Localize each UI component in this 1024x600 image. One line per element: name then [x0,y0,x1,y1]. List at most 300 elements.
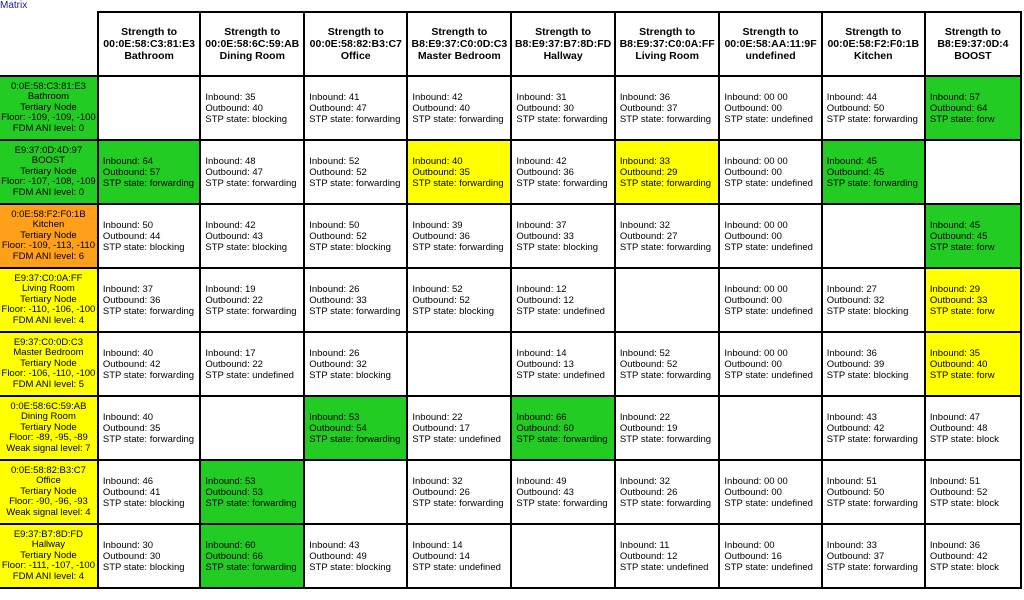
row-header-line: Weak signal level: 7 [6,442,91,454]
column-header-line1: Strength to [121,26,178,38]
inbound-value: Inbound: 66 [516,411,567,423]
stp-value: STP state: forwarding [826,177,918,189]
column-header-line1: Strength to [535,26,592,38]
row-header-text [6,466,90,519]
strength-cell [719,140,821,204]
inbound-value: Inbound: 51 [826,475,877,487]
outbound-value: Outbound: 33 [516,230,574,242]
row-header-line: E9:37:0D:4D:97 [14,144,83,156]
stp-value: STP state: forwarding [516,433,608,445]
outbound-value: Outbound: 13 [516,358,574,370]
strength-cell [615,396,720,460]
strength-cell [407,204,511,268]
table-row [0,460,1021,524]
outbound-value: Outbound: 14 [412,550,470,562]
inbound-value: Inbound: 48 [205,155,256,167]
outbound-value: Outbound: 27 [619,230,678,242]
outbound-value: Outbound: 37 [619,102,678,114]
inbound-value: Inbound: 27 [826,283,877,295]
outbound-value: Outbound: 60 [516,422,574,434]
outbound-value: Outbound: 00 [724,486,782,498]
stp-value: STP state: forw [929,241,995,253]
row-header-line: Tertiary Node [20,165,77,177]
outbound-value: Outbound: 43 [205,230,263,242]
row-header [0,204,98,268]
inbound-value: Inbound: 36 [826,347,877,359]
row-header [0,76,98,140]
outbound-value: Outbound: 45 [929,230,988,242]
row-header-line: E9:37:C0:0A:FF [14,272,83,284]
column-header [925,12,1021,76]
strength-cell [822,140,925,204]
column-header [719,12,821,76]
strength-cell [98,204,200,268]
strength-cell [511,76,615,140]
row-header [0,524,98,588]
empty-cell [98,76,200,140]
strength-cell [822,76,925,140]
inbound-value: Inbound: 29 [929,283,981,295]
strength-cell [719,332,821,396]
strength-cell [98,396,200,460]
stp-value: STP state: blocking [309,241,391,253]
outbound-value: Outbound: 36 [516,166,574,178]
outbound-value: Outbound: 00 [724,102,782,114]
stp-value: STP state: forwarding [826,113,918,125]
row-header-line: Floor: -111, -107, -100 [1,560,95,572]
stp-value: STP state: undefined [516,369,605,381]
strength-cell [925,76,1021,140]
outbound-value: Outbound: 57 [102,166,161,178]
outbound-value: Outbound: 41 [102,486,161,498]
strength-cell [304,76,407,140]
stp-value: STP state: blocking [826,305,909,317]
strength-cell [304,396,407,460]
inbound-value: Inbound: 36 [619,91,671,103]
row-header-line: 0:0E:58:82:B3:C7 [10,464,86,476]
row-header-line: 0:0E:58:C3:81:E3 [10,80,86,92]
row-header-line: Tertiary Node [20,101,77,113]
stp-value: STP state: forwarding [102,369,195,381]
strength-cell [822,460,925,524]
strength-cell [615,140,720,204]
row-header-text [1,146,96,199]
strength-cell [98,140,200,204]
strength-cell [407,76,511,140]
row-header-line: Tertiary Node [20,293,77,305]
empty-cell [200,396,304,460]
inbound-value: Inbound: 47 [929,411,981,423]
column-header-line3: Dining Room [219,50,285,62]
stp-value: STP state: forwarding [412,241,504,253]
stp-value: STP state: forwarding [309,177,401,189]
column-header-line3: Office [340,50,371,62]
outbound-value: Outbound: 00 [724,294,782,306]
outbound-value: Outbound: 19 [619,422,678,434]
column-header-line3: Bathroom [124,50,174,62]
outbound-value: Outbound: 39 [826,358,885,370]
outbound-value: Outbound: 00 [724,166,782,178]
outbound-value: Outbound: 42 [929,550,988,562]
row-header-line: Tertiary Node [20,229,77,241]
inbound-value: Inbound: 50 [102,219,154,231]
outbound-value: Outbound: 54 [309,422,367,434]
row-header-line: Floor: -110, -106, -100 [1,304,96,316]
outbound-value: Outbound: 36 [102,294,161,306]
stp-value: STP state: forwarding [309,305,401,317]
stp-value: STP state: forwarding [826,497,918,509]
inbound-value: Inbound: 00 [724,539,775,551]
stp-value: STP state: blocking [309,369,391,381]
row-header-line: Bathroom [27,91,70,103]
stp-value: STP state: forwarding [205,561,297,573]
strength-cell [511,204,615,268]
stp-value: STP state: blocking [102,497,185,509]
inbound-value: Inbound: 00 00 [724,347,788,359]
stp-value: STP state: undefined [412,561,501,573]
inbound-value: Inbound: 26 [309,347,360,359]
inbound-value: Inbound: 35 [205,91,256,103]
outbound-value: Outbound: 22 [205,294,263,306]
strength-cell [822,396,925,460]
strength-cell [615,204,720,268]
matrix-body [0,76,1021,588]
strength-cell [719,268,821,332]
outbound-value: Outbound: 50 [826,102,885,114]
row-header-line: FDM ANI level: 0 [12,122,85,134]
strength-cell [200,460,304,524]
outbound-value: Outbound: 53 [205,486,263,498]
inbound-value: Inbound: 52 [619,347,671,359]
strength-cell [407,524,511,588]
inbound-value: Inbound: 53 [309,411,360,423]
outbound-value: Outbound: 40 [412,102,470,114]
stp-value: STP state: forwarding [412,177,504,189]
row-header-line: Weak signal level: 4 [6,506,91,518]
stp-value: STP state: undefined [724,241,813,253]
stp-value: STP state: forwarding [619,113,712,125]
inbound-value: Inbound: 52 [309,155,360,167]
column-header-line1: Strength to [944,26,1001,38]
strength-cell [925,396,1021,460]
row-header-line: BOOST [31,155,66,167]
inbound-value: Inbound: 53 [205,475,256,487]
stp-value: STP state: undefined [724,561,813,573]
row-header-line: FDM ANI level: 5 [12,378,85,390]
stp-value: STP state: undefined [619,561,709,573]
stp-value: STP state: blocking [412,305,495,317]
stp-value: STP state: forwarding [205,497,297,509]
outbound-value: Outbound: 47 [205,166,263,178]
row-header-line: FDM ANI level: 0 [12,186,85,198]
strength-cell [200,524,304,588]
outbound-value: Outbound: 35 [412,166,470,178]
column-header [615,12,720,76]
table-row [0,76,1021,140]
strength-cell [925,268,1021,332]
inbound-value: Inbound: 22 [619,411,671,423]
outbound-value: Outbound: 50 [826,486,885,498]
inbound-value: Inbound: 19 [205,283,256,295]
outbound-value: Outbound: 52 [309,166,367,178]
stp-value: STP state: undefined [205,369,294,381]
stp-value: STP state: forwarding [619,369,712,381]
empty-cell [407,332,511,396]
row-header [0,460,98,524]
strength-cell [407,140,511,204]
row-header-line: Office [36,475,61,487]
strength-cell [200,268,304,332]
inbound-value: Inbound: 42 [412,91,463,103]
strength-cell [407,460,511,524]
column-header-line2: 00:0E:58:AA:11:9F [724,38,817,50]
column-header [98,12,200,76]
outbound-value: Outbound: 29 [619,166,678,178]
outbound-value: Outbound: 30 [102,550,161,562]
column-header-line3: Master Bedroom [417,50,501,62]
row-header-line: Tertiary Node [20,485,77,497]
inbound-value: Inbound: 00 00 [724,219,788,231]
stp-value: STP state: forwarding [309,433,401,445]
inbound-value: Inbound: 12 [516,283,567,295]
strength-cell [925,460,1021,524]
inbound-value: Inbound: 36 [929,539,981,551]
stp-value: STP state: forwarding [516,497,608,509]
row-header-line: 0:0E:58:F2:F0:1B [11,208,86,220]
row-header-text [2,530,95,583]
stp-value: STP state: undefined [724,497,813,509]
stp-value: STP state: block [929,433,999,445]
stp-value: STP state: forwarding [619,177,712,189]
column-header-line2: B8:E9:37:0D:4 [937,38,1009,50]
outbound-value: Outbound: 40 [205,102,263,114]
empty-cell [925,140,1021,204]
outbound-value: Outbound: 45 [826,166,885,178]
inbound-value: Inbound: 41 [309,91,360,103]
strength-cell [200,76,304,140]
row-header-line: Floor: -109, -113, -110 [1,240,95,252]
stp-value: STP state: blocking [516,241,599,253]
strength-cell [719,76,821,140]
stp-value: STP state: block [929,561,999,573]
stp-value: STP state: undefined [724,305,813,317]
inbound-value: Inbound: 51 [929,475,981,487]
row-header-line: Dining Room [20,411,76,423]
stp-value: STP state: blocking [826,369,909,381]
stp-value: STP state: undefined [412,433,501,445]
inbound-value: Inbound: 43 [309,539,360,551]
empty-cell [511,524,615,588]
column-header-line2: 00:0E:58:F2:F0:1B [827,38,920,50]
inbound-value: Inbound: 40 [102,347,154,359]
stp-value: STP state: forwarding [826,433,918,445]
outbound-value: Outbound: 35 [102,422,161,434]
outbound-value: Outbound: 37 [826,550,885,562]
inbound-value: Inbound: 32 [619,475,671,487]
column-header-line3: BOOST [954,50,992,62]
outbound-value: Outbound: 17 [412,422,470,434]
row-header [0,140,98,204]
strength-cell [304,268,407,332]
strength-cell [822,524,925,588]
row-header-line: Floor: -107, -108, -109 [1,176,96,188]
row-header-text [2,274,96,327]
empty-cell [719,396,821,460]
inbound-value: Inbound: 40 [102,411,154,423]
row-header-line: Tertiary Node [20,549,77,561]
inbound-value: Inbound: 60 [205,539,256,551]
row-header-text [1,82,96,135]
strength-cell [407,396,511,460]
matrix-link[interactable]: Matrix [0,0,28,11]
inbound-value: Inbound: 37 [516,219,567,231]
strength-cell [822,332,925,396]
inbound-value: Inbound: 00 00 [724,283,788,295]
column-header [304,12,407,76]
strength-cell [925,524,1021,588]
strength-cell [98,268,200,332]
outbound-value: Outbound: 42 [826,422,885,434]
outbound-value: Outbound: 48 [929,422,988,434]
inbound-value: Inbound: 11 [619,539,670,551]
column-header-line1: Strength to [327,26,384,38]
column-header-line2: 00:0E:58:C3:81:E3 [103,38,195,50]
outbound-value: Outbound: 32 [826,294,885,306]
inbound-value: Inbound: 64 [102,155,154,167]
strength-cell [925,332,1021,396]
stp-value: STP state: blocking [205,241,288,253]
strength-cell [304,204,407,268]
column-header-line2: B8:E9:37:C0:0A:FF [619,38,715,50]
column-header [407,12,511,76]
table-row [0,332,1021,396]
corner-cell [0,12,98,76]
row-header-line: Tertiary Node [20,357,77,369]
row-header-line: Floor: -90, -96, -93 [9,496,88,508]
stp-value: STP state: forw [929,369,995,381]
table-row [0,140,1021,204]
table-row [0,524,1021,588]
row-header-line: Master Bedroom [13,347,84,359]
outbound-value: Outbound: 30 [516,102,574,114]
outbound-value: Outbound: 00 [724,358,782,370]
column-header [822,12,925,76]
inbound-value: Inbound: 37 [102,283,154,295]
inbound-value: Inbound: 22 [412,411,463,423]
row-header-line: Living Room [22,283,75,295]
column-header-line1: Strength to [431,26,488,38]
stp-value: STP state: blocking [205,113,288,125]
inbound-value: Inbound: 00 00 [724,475,788,487]
strength-cell [822,268,925,332]
outbound-value: Outbound: 36 [412,230,470,242]
inbound-value: Inbound: 32 [412,475,463,487]
stp-value: STP state: forw [929,305,995,317]
inbound-value: Inbound: 43 [826,411,877,423]
empty-cell [304,460,407,524]
row-header [0,332,98,396]
stp-value: STP state: block [929,497,999,509]
strength-cell [925,204,1021,268]
inbound-value: Inbound: 42 [205,219,256,231]
outbound-value: Outbound: 52 [619,358,678,370]
stp-value: STP state: forwarding [619,241,712,253]
column-header-line2: 00:0E:58:6C:59:AB [205,38,300,50]
row-header-line: Tertiary Node [20,421,77,433]
stp-value: STP state: undefined [724,113,813,125]
row-header-line: Hallway [31,539,66,551]
stp-value: STP state: forwarding [516,113,608,125]
row-header-line: FDM ANI level: 4 [12,570,85,582]
column-header-line3: undefined [745,50,796,62]
row-header-line: Floor: -106, -110, -100 [1,368,96,380]
inbound-value: Inbound: 46 [102,475,154,487]
inbound-value: Inbound: 00 00 [724,155,788,167]
column-header-line3: Living Room [635,50,699,62]
outbound-value: Outbound: 00 [724,230,782,242]
row-header-line: 0:0E:58:6C:59:AB [10,400,87,412]
inbound-value: Inbound: 30 [102,539,154,551]
outbound-value: Outbound: 66 [205,550,263,562]
inbound-value: Inbound: 32 [619,219,671,231]
strength-cell [511,396,615,460]
strength-cell [615,332,720,396]
stp-value: STP state: forwarding [619,497,712,509]
inbound-value: Inbound: 33 [619,155,671,167]
inbound-value: Inbound: 45 [826,155,877,167]
stp-value: STP state: forwarding [619,433,712,445]
inbound-value: Inbound: 33 [826,539,877,551]
stp-value: STP state: undefined [724,177,813,189]
stp-value: STP state: forwarding [412,113,504,125]
outbound-value: Outbound: 33 [309,294,367,306]
stp-value: STP state: blocking [309,561,391,573]
column-header-line1: Strength to [639,26,696,38]
outbound-value: Outbound: 16 [724,550,782,562]
outbound-value: Outbound: 33 [929,294,988,306]
outbound-value: Outbound: 52 [309,230,367,242]
strength-cell [304,140,407,204]
column-header-line1: Strength to [742,26,799,38]
empty-cell [615,268,720,332]
strength-cell [200,332,304,396]
outbound-value: Outbound: 43 [516,486,574,498]
stp-value: STP state: forwarding [102,305,195,317]
row-header-text [2,338,96,391]
inbound-value: Inbound: 14 [412,539,463,551]
row-header-line: Floor: -109, -109, -100 [1,112,96,124]
strength-cell [98,524,200,588]
strength-cell [304,332,407,396]
inbound-value: Inbound: 14 [516,347,567,359]
strength-cell [615,524,720,588]
inbound-value: Inbound: 49 [516,475,567,487]
stp-value: STP state: forwarding [102,433,195,445]
stp-value: STP state: forwarding [516,177,608,189]
stp-value: STP state: forwarding [205,177,297,189]
outbound-value: Outbound: 52 [412,294,470,306]
outbound-value: Outbound: 26 [619,486,678,498]
strength-cell [511,332,615,396]
column-header-line2: 00:0E:58:82:B3:C7 [309,38,402,50]
column-header [200,12,304,76]
stp-value: STP state: forwarding [412,497,504,509]
strength-cell [719,460,821,524]
strength-cell [98,332,200,396]
row-header-line: FDM ANI level: 4 [12,314,85,326]
stp-value: STP state: forwarding [826,561,918,573]
outbound-value: Outbound: 32 [309,358,367,370]
